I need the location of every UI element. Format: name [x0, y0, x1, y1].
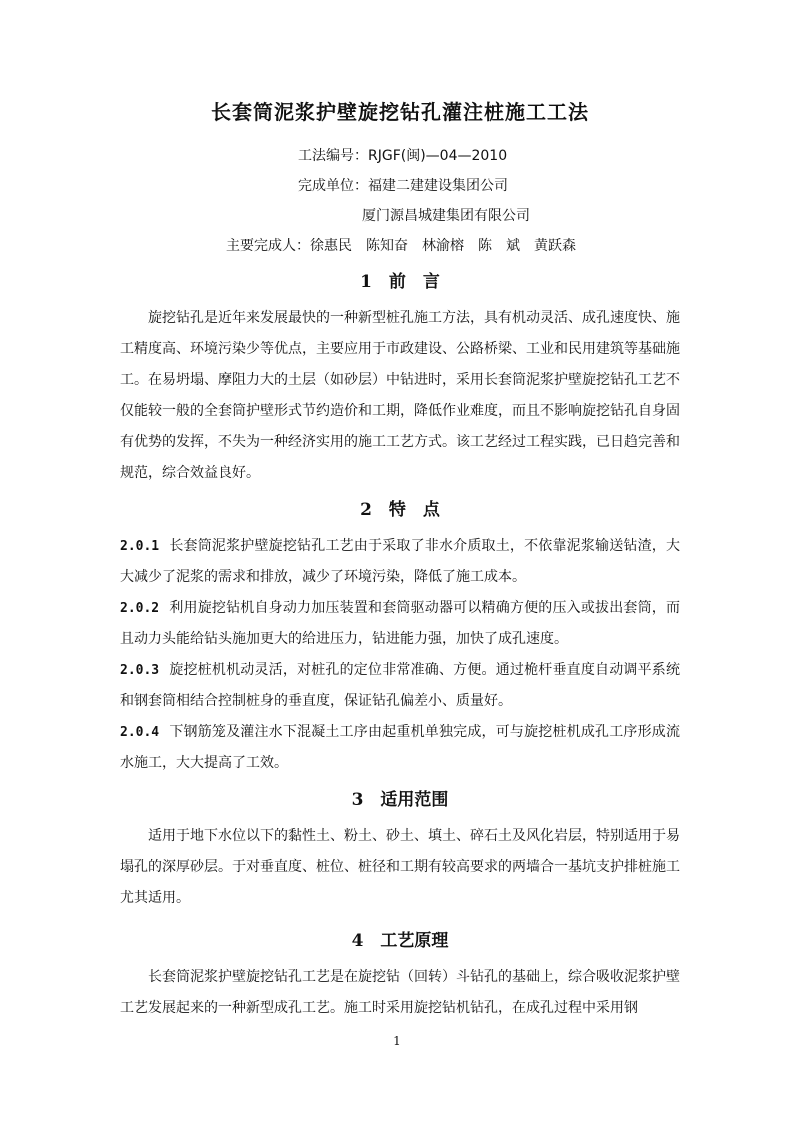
clause-number: 2.0.1 — [120, 539, 160, 554]
clause-text: 旋挖桩机机动灵活，对桩孔的定位非常准确、方便。通过桅杆垂直度自动调平系统和钢套筒相结合控制桩身的垂直度，保证钻孔偏差小、质量好。 — [120, 662, 680, 709]
section-preface — [120, 265, 680, 489]
clause-number: 2.0.4 — [120, 725, 160, 740]
clause — [120, 531, 680, 593]
section-title: 1 前 言 — [360, 272, 440, 292]
page-content — [120, 97, 680, 1024]
clause-number: 2.0.2 — [120, 601, 160, 616]
clause-number: 2.0.3 — [120, 663, 160, 678]
clause — [120, 717, 680, 779]
main-authors: 主要完成人：徐惠民 陈知奋 林渝榕 陈 斌 黄跃森 — [226, 238, 576, 254]
clause-text: 长套筒泥浆护壁旋挖钻孔工艺由于采取了非水介质取土，不依靠泥浆输送钻渣，大大减少了泥浆的需求和排放，减少了环境污染，降低了施工成本。 — [120, 538, 680, 585]
section-title: 2 特 点 — [360, 500, 440, 520]
method-code: 工法编号：RJGF(闽)—04—2010 — [298, 148, 508, 164]
paragraph: 长套筒泥浆护壁旋挖钻孔工艺是在旋挖钻（回转）斗钻孔的基础上，综合吸收泥浆护壁工艺发展起来的一种新型成孔工艺。施工时采用旋挖钻机钻孔，在成孔过程中采用钢 — [120, 969, 680, 1016]
section-features — [120, 493, 680, 779]
section-principle — [120, 924, 680, 1024]
section-title: 4 工艺原理 — [351, 931, 449, 951]
section-gap — [120, 914, 680, 920]
clause-text: 下钢筋笼及灌注水下混凝土工序由起重机单独完成，可与旋挖桩机成孔工序形成流水施工，大大提高了工效。 — [120, 724, 680, 771]
clause — [120, 593, 680, 655]
section-scope — [120, 783, 680, 914]
document-meta — [120, 141, 680, 261]
completion-unit-secondary: 厦门源昌城建集团有限公司 — [362, 208, 530, 224]
document-title: 长套筒泥浆护壁旋挖钻孔灌注桩施工工法 — [211, 100, 589, 124]
clause — [120, 655, 680, 717]
completion-unit: 完成单位：福建二建建设集团公司 — [298, 178, 508, 194]
section-title: 3 适用范围 — [351, 790, 449, 810]
clause-text: 利用旋挖钻机自身动力加压装置和套筒驱动器可以精确方便的压入或拔出套筒，而且动力头能给钻头施加更大的给进压力，钻进能力强，加快了成孔速度。 — [120, 600, 680, 647]
paragraph: 旋挖钻孔是近年来发展最快的一种新型桩孔施工方法，具有机动灵活、成孔速度快、施工精度高、环境污染少等优点，主要应用于市政建设、公路桥梁、工业和民用建筑等基础施工。在易坍塌、摩阻力大的土层（如砂层）中钻进时，采用长套筒泥浆护壁旋挖钻孔工艺不仅能较一般的全套筒护壁形式节约造价和工期，降低作业难度，而且不影响旋挖钻孔自身固有优势的发挥，不失为一种经济实用的施工工艺方式。该工艺经过工程实践，已日趋完善和规范，综合效益良好。 — [120, 310, 680, 481]
paragraph: 适用于地下水位以下的黏性土、粉土、砂土、填土、碎石土及风化岩层，特别适用于易塌孔的深厚砂层。于对垂直度、桩位、桩径和工期有较高要求的两墙合一基坑支护排桩施工尤其适用。 — [120, 828, 680, 906]
page-number: 1 — [393, 1034, 401, 1048]
